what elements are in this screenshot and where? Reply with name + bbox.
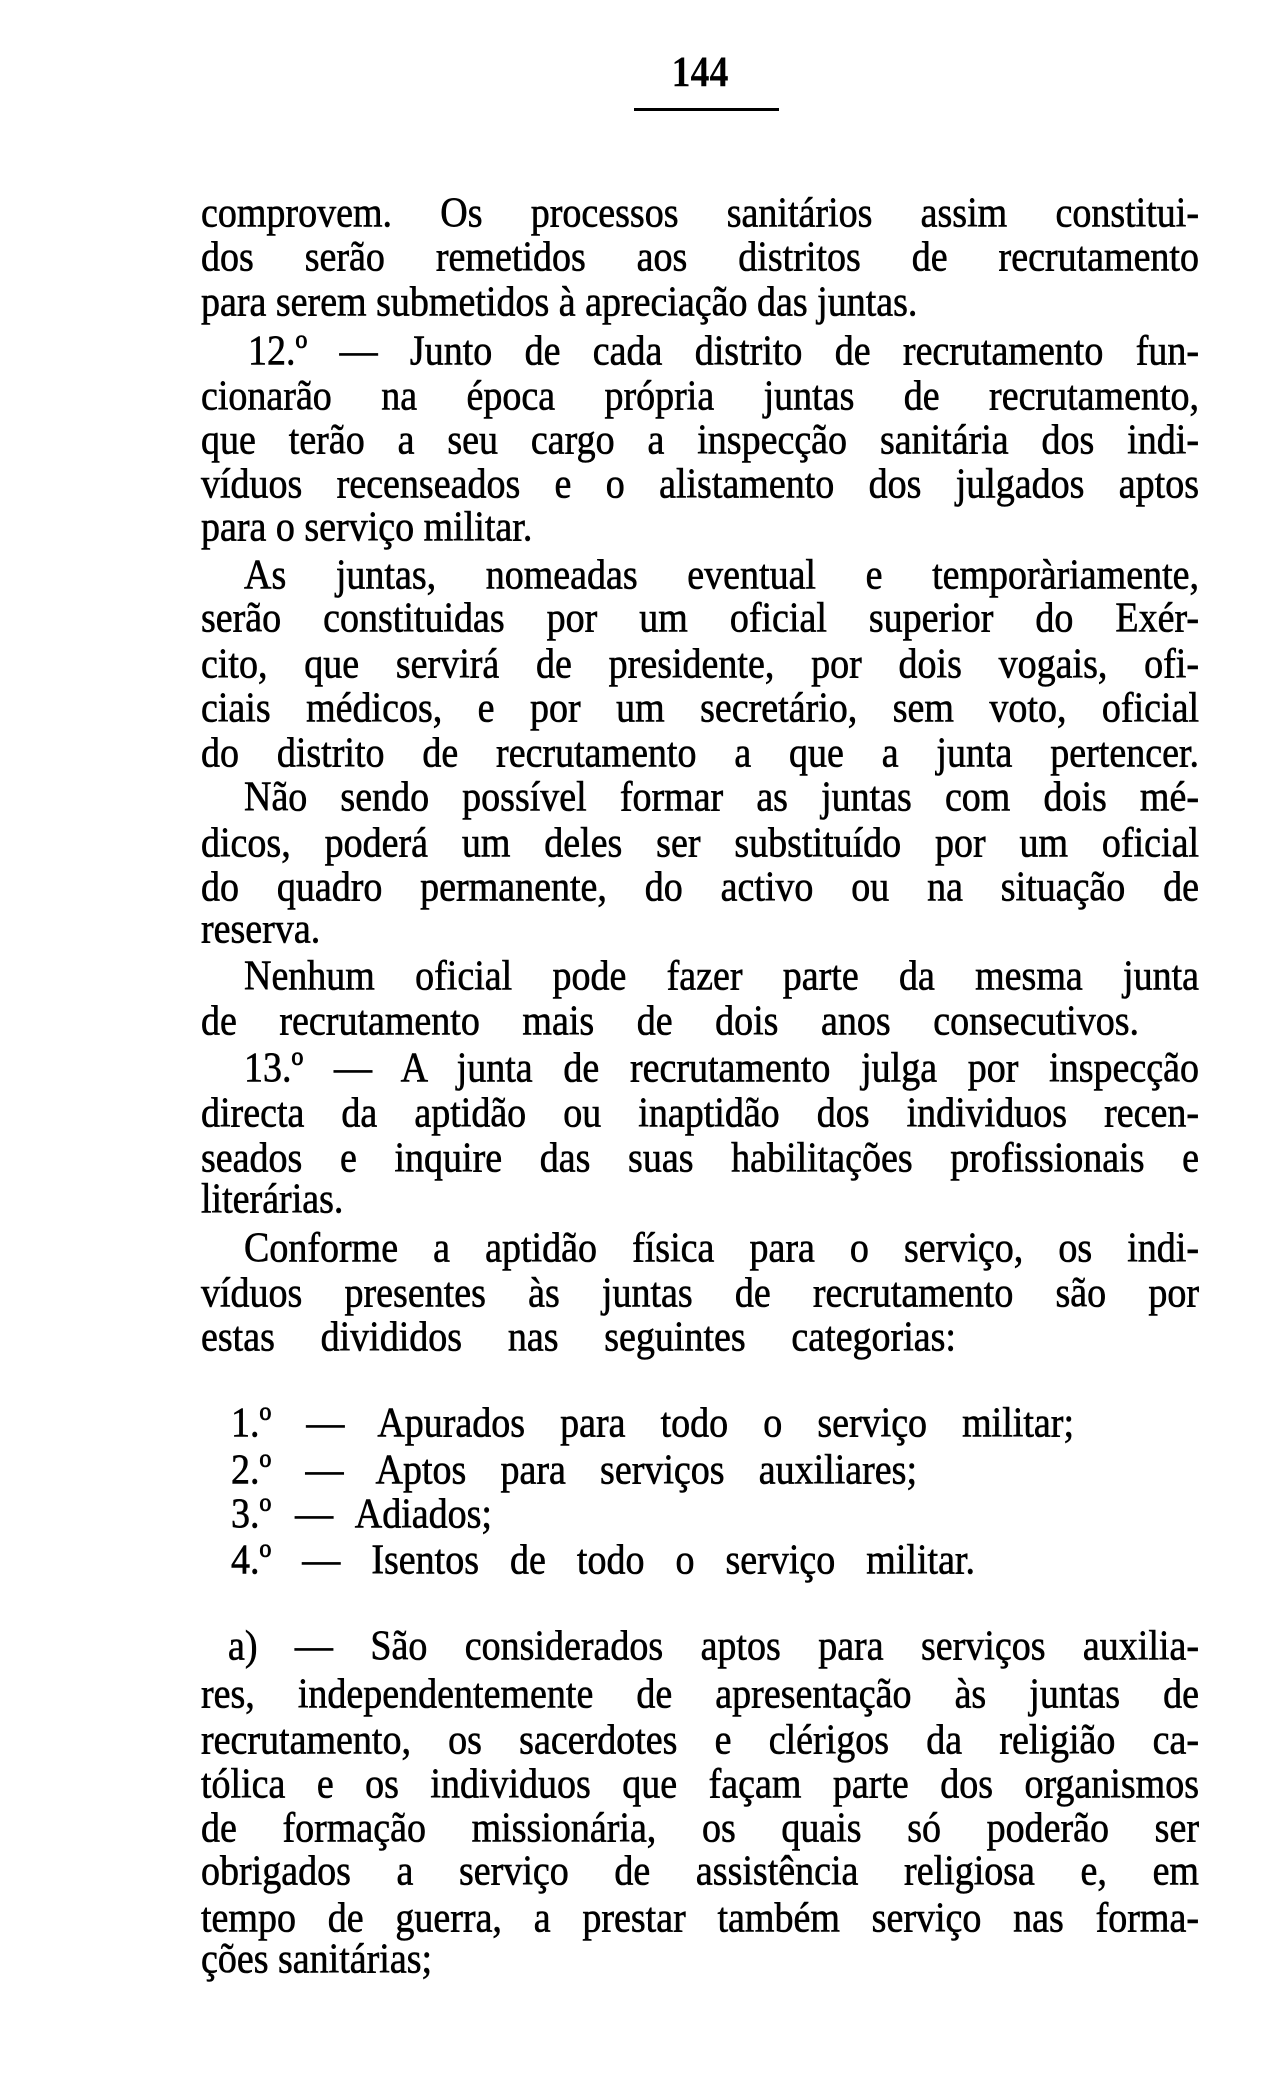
- text-line: a) — São considerados aptos para serviços auxilia-: [228, 1622, 1199, 1670]
- list-item: 3.º — Adiados;: [231, 1490, 492, 1538]
- text-line: reserva.: [201, 905, 321, 953]
- text-line: tempo de guerra, a prestar também serviço nas forma-: [201, 1894, 1199, 1942]
- text-line: tólica e os individuos que façam parte dos organismos: [201, 1760, 1199, 1808]
- text-line: víduos presentes às juntas de recrutamento são por: [201, 1269, 1199, 1317]
- list-item: 2.º — Aptos para serviços auxiliares;: [231, 1446, 917, 1494]
- text-line: cionarão na época própria juntas de recrutamento,: [201, 372, 1199, 420]
- text-line: do quadro permanente, do activo ou na situação de: [201, 863, 1199, 911]
- text-line: obrigados a serviço de assistência religiosa e, em: [201, 1847, 1199, 1895]
- text-line: de recrutamento mais de dois anos consecutivos.: [201, 997, 1139, 1045]
- text-line: que terão a seu cargo a inspecção sanitária dos indi-: [201, 416, 1199, 464]
- text-line: ções sanitárias;: [201, 1935, 433, 1983]
- page-number: 144: [671, 47, 729, 97]
- header-rule: [634, 108, 779, 111]
- text-line: 13.º — A junta de recrutamento julga por inspecção: [244, 1044, 1199, 1092]
- list-item: 4.º — Isentos de todo o serviço militar.: [231, 1536, 975, 1584]
- text-line: 12.º — Junto de cada distrito de recrutamento fun-: [248, 327, 1199, 375]
- list-item: 1.º — Apurados para todo o serviço militar;: [231, 1399, 1074, 1447]
- text-line: para o serviço militar.: [201, 503, 533, 551]
- text-line: comprovem. Os processos sanitários assim constitui-: [201, 189, 1199, 237]
- text-line: víduos recenseados e o alistamento dos julgados aptos: [201, 460, 1199, 508]
- text-line: res, independentemente de apresentação às juntas de: [201, 1670, 1199, 1718]
- text-line: estas divididos nas seguintes categorias:: [201, 1313, 956, 1361]
- text-line: literárias.: [201, 1175, 344, 1223]
- text-line: Nenhum oficial pode fazer parte da mesma junta: [244, 952, 1199, 1000]
- text-line: seados e inquire das suas habilitações profissionais e: [201, 1134, 1199, 1182]
- text-line: dos serão remetidos aos distritos de recrutamento: [201, 233, 1199, 281]
- text-line: directa da aptidão ou inaptidão dos individuos recen-: [201, 1089, 1199, 1137]
- text-line: Conforme a aptidão física para o serviço, os indi-: [244, 1224, 1199, 1272]
- text-line: do distrito de recrutamento a que a junta pertencer.: [201, 729, 1199, 777]
- text-line: As juntas, nomeadas eventual e temporàriamente,: [244, 551, 1199, 599]
- text-line: de formação missionária, os quais só poderão ser: [201, 1804, 1199, 1852]
- text-line: serão constituidas por um oficial superior do Exér-: [201, 594, 1199, 642]
- text-line: Não sendo possível formar as juntas com dois mé-: [244, 773, 1199, 821]
- text-line: para serem submetidos à apreciação das juntas.: [201, 278, 918, 326]
- text-line: dicos, poderá um deles ser substituído por um oficial: [201, 819, 1199, 867]
- text-line: recrutamento, os sacerdotes e clérigos da religião ca-: [201, 1716, 1199, 1764]
- text-line: cito, que servirá de presidente, por dois vogais, ofi-: [201, 640, 1199, 688]
- text-line: ciais médicos, e por um secretário, sem voto, oficial: [201, 684, 1199, 732]
